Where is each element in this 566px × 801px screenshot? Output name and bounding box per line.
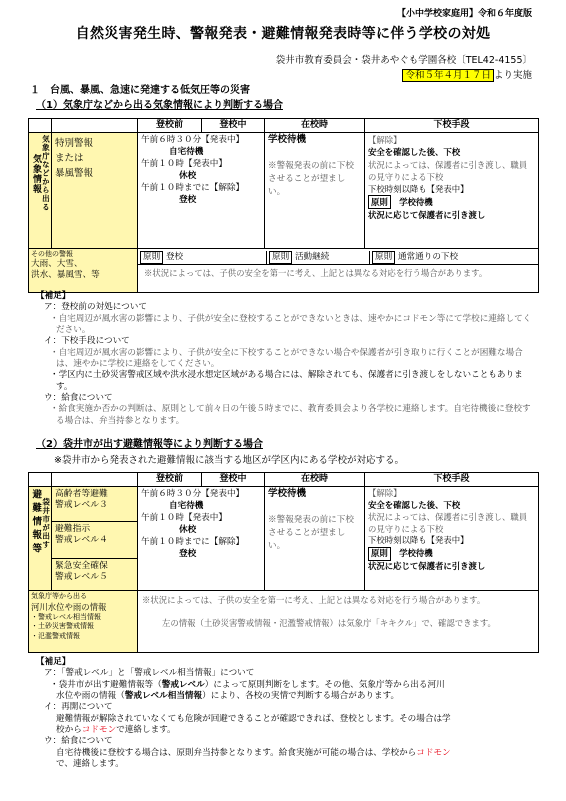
side-label-cell: 避難情報等 袋井市が出す (29, 487, 52, 591)
date-highlight: 令和５年４月１７日 (402, 69, 494, 82)
col-in-school: 在校時 (265, 473, 365, 487)
dismissal-cell: 【解除】 安全を確認した後、下校 状況によっては、保護者に引き渡し、職員の見守りによる下校 下校時刻以降も【発表中】 原則 学校待機 状況に応じて保護者に引き渡し (365, 487, 539, 591)
corner-cell (29, 473, 52, 487)
col-dismissal: 下校手段 (365, 119, 539, 133)
section-2-notes: 【補足】 ア：「警戒レベル」と「警戒レベル相当情報」について ・袋井市が出す避難情報等（警戒レベル）によって原則判断をします。その他、気象庁等から出る河川 水位や雨の情報（警戒レベル相当情報）により、各校の実情で判断する場合があります。 イ：再開について 避難情報が解除されていなくても危険が回避できることが確認できれば、登校とします。その場合は学 校からコドモンで連絡します。 ウ：給食について 自宅待機後に登校する場合は、原則弁当持参となります。給食実施が可能の場合は、学校からコドモン で、連絡します。 (36, 657, 451, 770)
col-before-school: 登校前 (138, 473, 202, 487)
in-school-cell: 学校待機 ※警報発表の前に下校させることが望ましい。 (265, 133, 365, 249)
alert-levels: 高齢者等避難 警戒レベル３ 避難指示 警戒レベル４ 緊急安全確保 警戒レベル５ (52, 487, 138, 591)
col-in-school: 在校時 (265, 119, 365, 133)
section-1-notes: 【補足】 ア：登校前の対処について ・自宅周辺が風水害の影響により、子供が安全に登校することができないときは、速やかにコドモン等にて学校に連絡してください。 イ：下校手段について ・自宅周辺が風水害の影響により、子供が安全に下校することができない場合や保護者が引き取りに行くことが困難な場合は、速やかに学校に連絡をしてください。 ・学区内に土砂災害警戒区域や洪水浸水想定区域がある場合には、解除されても、保護者に引き渡しをしないこともあります。 ウ：給食について ・給食実施か否かの判断は、原則として前々日の午後５時までに、教育委員会より各学校に連絡します。自宅待機後に登校する場合は、弁当持参となります。 (36, 291, 532, 426)
section-1-heading: １ 台風、暴風、急速に発達する低気圧等の災害 (30, 85, 250, 96)
implementation-date: 令和５年４月１７日 より実施 (402, 70, 532, 82)
river-info-cell: 気象庁等から出る 河川水位や雨の情報 ・警戒レベル相当情報 ・土砂災害警戒情報 ・氾濫警戒情報 (29, 591, 138, 653)
col-dismissal: 下校手段 (365, 473, 539, 487)
schedule-cell: 午前６時３０分【発表中】 自宅待機 午前１０時【発表中】 休校 午前１０時までに【解除】 登校 (138, 487, 265, 591)
evacuation-table (28, 472, 539, 653)
section-1-subheading: （1）気象庁などから出る気象情報により判断する場合 (36, 100, 283, 111)
col-before-school: 登校前 (138, 119, 202, 133)
side-label-cell: 気象情報 気象庁などから出る (29, 133, 52, 249)
river-info-notes: ※状況によっては、子供の安全を第一に考え、上記とは異なる対応を行う場合があります。 左の情報（土砂災害警戒情報・氾濫警戒情報）は気象庁「キキクル」で、確認できます。 (138, 591, 539, 653)
corner-cell (29, 119, 52, 133)
edition-tag: 【小中学校家庭用】令和６年度版 (396, 9, 532, 19)
col-commute: 登校中 (202, 473, 265, 487)
in-school-cell: 学校待機 ※警報発表の前に下校させることが望ましい。 (265, 487, 365, 591)
weather-table (28, 118, 539, 293)
page-title: 自然災害発生時、警報発表・避難情報発表時等に伴う学校の対処 (75, 26, 491, 42)
other-alerts-cell: その他の警報 大雨、大雪、 洪水、暴風雪、等 (29, 249, 138, 293)
schedule-cell: 午前６時３０分【発表中】 自宅待機 午前１０時【発表中】 休校 午前１０時までに【解除】 登校 (138, 133, 265, 249)
corner-cell (52, 119, 138, 133)
col-commute: 登校中 (202, 119, 265, 133)
organization: 袋井市教育委員会・袋井あやぐも学園各校〔TEL42-4155〕 (275, 55, 532, 66)
kodomon-link: コドモン (416, 747, 451, 758)
kodomon-link: コドモン (81, 725, 117, 736)
section-2-intro: ※袋井市から発表された避難情報に該当する地区が学区内にある学校が対応する。 (54, 455, 404, 466)
alert-types: 特別警報 または 暴風警報 (52, 133, 138, 249)
other-alerts-actions: 原則 登校 原則 活動継続 原則 通常通りの下校 ※状況によっては、子供の安全を第一に考え、上記とは異なる対応を行う場合があります。 (138, 249, 539, 293)
section-2-subheading: （2）袋井市が出す避難情報等により判断する場合 (36, 439, 263, 450)
corner-cell (52, 473, 138, 487)
dismissal-cell: 【解除】 安全を確認した後、下校 状況によっては、保護者に引き渡し、職員の見守りによる下校 下校時刻以降も【発表中】 原則 学校待機 状況に応じて保護者に引き渡し (365, 133, 539, 249)
